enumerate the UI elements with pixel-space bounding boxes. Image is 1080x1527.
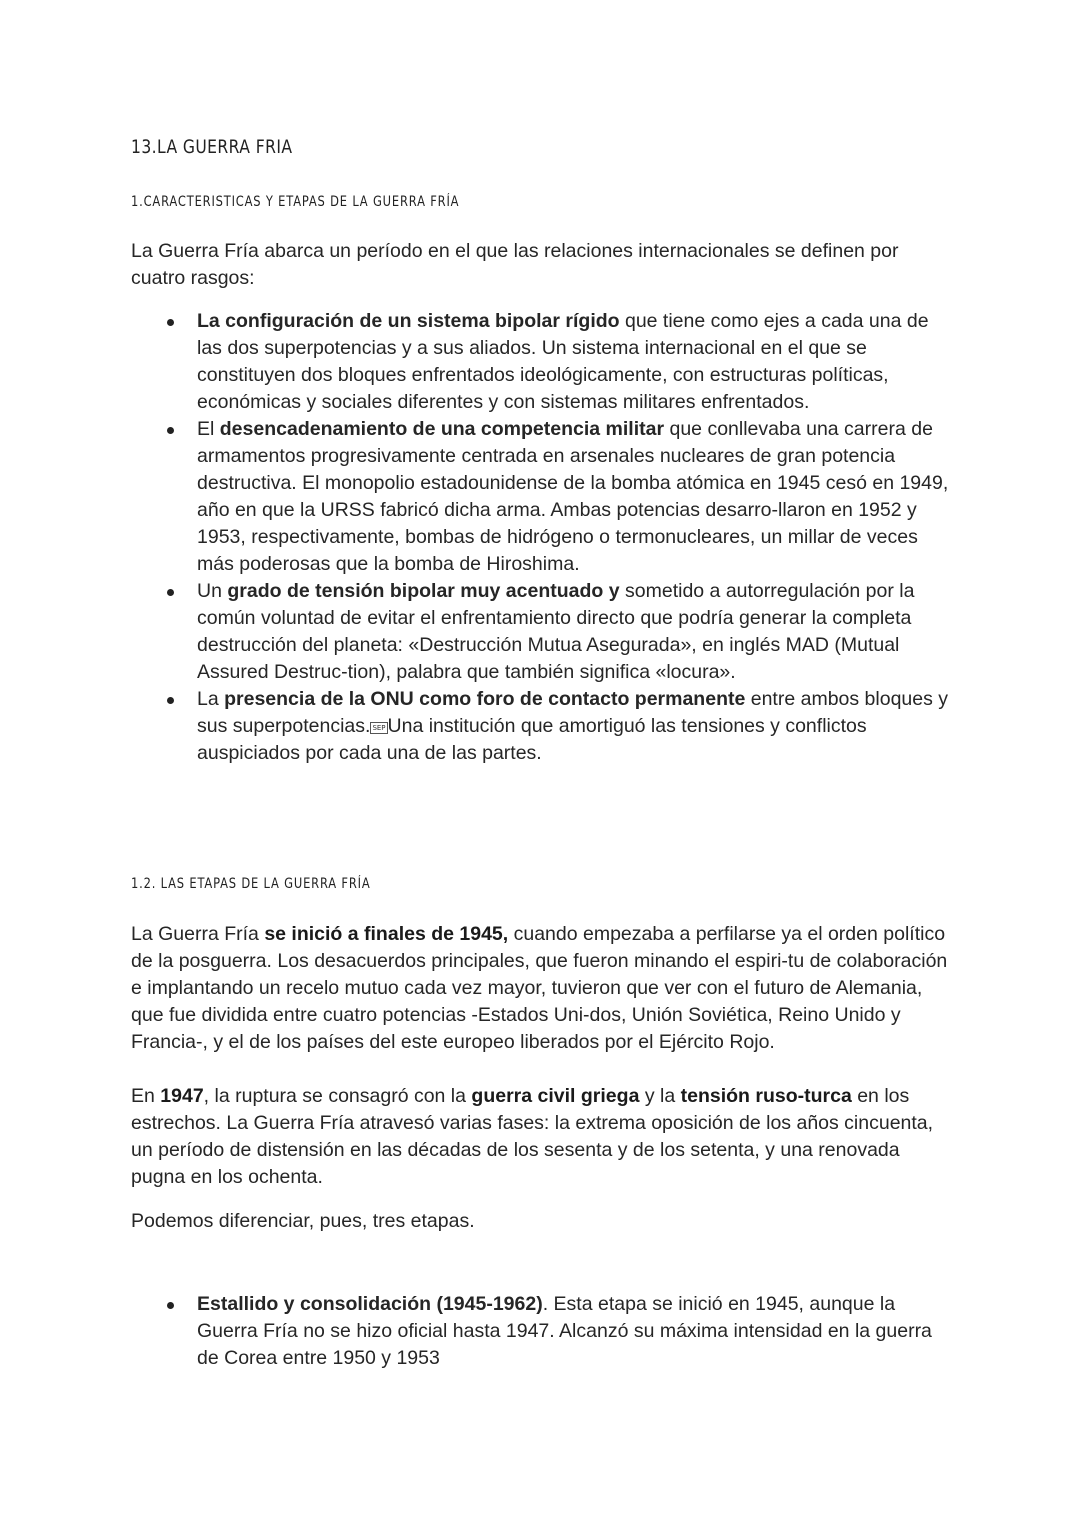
bullet-icon — [167, 319, 174, 326]
section1-intro: La Guerra Fría abarca un período en el que las relaciones internacionales se definen por cuatro rasgos: — [131, 240, 899, 289]
bullet-bold-text: La configuración de un sistema bipolar rígido — [197, 310, 620, 332]
list-item: La configuración de un sistema bipolar rígido que tiene como ejes a cada una de las dos superpotencias y a sus aliados. Un sistema internacional en el que se constituyen dos bloques enfrentados ideológicamente, con estructuras políticas, económicas y sociales diferentes y con sistemas militares enfrentados. — [131, 308, 951, 416]
section1-heading: 1.CARACTERISTICAS Y ETAPAS DE LA GUERRA FRÍA — [131, 194, 460, 210]
section2-heading: 1.2. LAS ETAPAS DE LA GUERRA FRÍA — [131, 876, 371, 892]
section2-paragraph-1: La Guerra Fría se inició a finales de 1945, cuando empezaba a perfilarse ya el orden político de la posguerra. Los desacuerdos principales, que fueron minando el espiri-tu de colaboración e implantando un recelo mutuo cada vez mayor, tuvieron que ver con el futuro de Alemania, que fue dividida entre cuatro potencias -Estados Uni-dos, Unión Soviética, Reino Unido y Francia-, y el de los países del este europeo liberados por el Ejército Rojo. — [131, 923, 948, 1053]
list-item: El desencadenamiento de una competencia militar que conllevaba una carrera de armamentos progresivamente centrada en arsenales nucleares de gran potencia destructiva. El monopolio estadounidense de la bomba atómica en 1945 cesó en 1949, año en que la URSS fabricó dicha arma. Ambas potencias desarro-llaron en 1952 y 1953, respectivamente, bombas de hidrógeno o termonucleares, un millar de veces más poderosas que la bomba de Hiroshima. — [131, 416, 951, 578]
section1-bullet-list — [131, 308, 951, 767]
bullet-icon — [167, 697, 174, 704]
page-title: 13.LA GUERRA FRIA — [131, 136, 293, 158]
list-item: Un grado de tensión bipolar muy acentuado y sometido a autorregulación por la común voluntad de evitar el enfrentamiento directo que podría generar la completa destrucción del planeta: «Destrucción Mutua Asegurada», en inglés MAD (Mutual Assured Destruc-tion), palabra que también significa «locura». — [131, 578, 951, 686]
list-item: La presencia de la ONU como foro de contacto permanente entre ambos bloques y sus superpotencias. SEP Una institución que amortiguó las tensiones y conflictos auspiciados por cada una de las partes. — [131, 686, 951, 767]
section2-paragraph-2: En 1947, la ruptura se consagró con la guerra civil griega y la tensión ruso-turca en los estrechos. La Guerra Fría atravesó varias fases: la extrema oposición de los años cincuenta, un período de distensión en las décadas de los sesenta y de los setenta, y una renovada pugna en los ochenta. — [131, 1085, 934, 1188]
bullet-bold-text: Estallido y consolidación (1945-1962) — [197, 1293, 543, 1315]
bullet-bold-text: presencia de la ONU como foro de contacto permanente — [224, 688, 746, 710]
bullet-icon — [167, 1302, 174, 1309]
bullet-icon — [167, 427, 174, 434]
section2-bullet-list — [131, 1291, 951, 1372]
list-item: Estallido y consolidación (1945-1962). Esta etapa se inició en 1945, aunque la Guerra Fría no se hizo oficial hasta 1947. Alcanzó su máxima intensidad en la guerra de Corea entre 1950 y 1953 — [131, 1291, 951, 1372]
bullet-bold-text: grado de tensión bipolar muy acentuado y — [227, 580, 620, 602]
bullet-bold-text: desencadenamiento de una competencia militar — [219, 418, 665, 440]
section2-paragraph-3: Podemos diferenciar, pues, tres etapas. — [131, 1210, 475, 1232]
separator-glyph-icon: SEP — [372, 724, 386, 732]
bullet-icon — [167, 589, 174, 596]
